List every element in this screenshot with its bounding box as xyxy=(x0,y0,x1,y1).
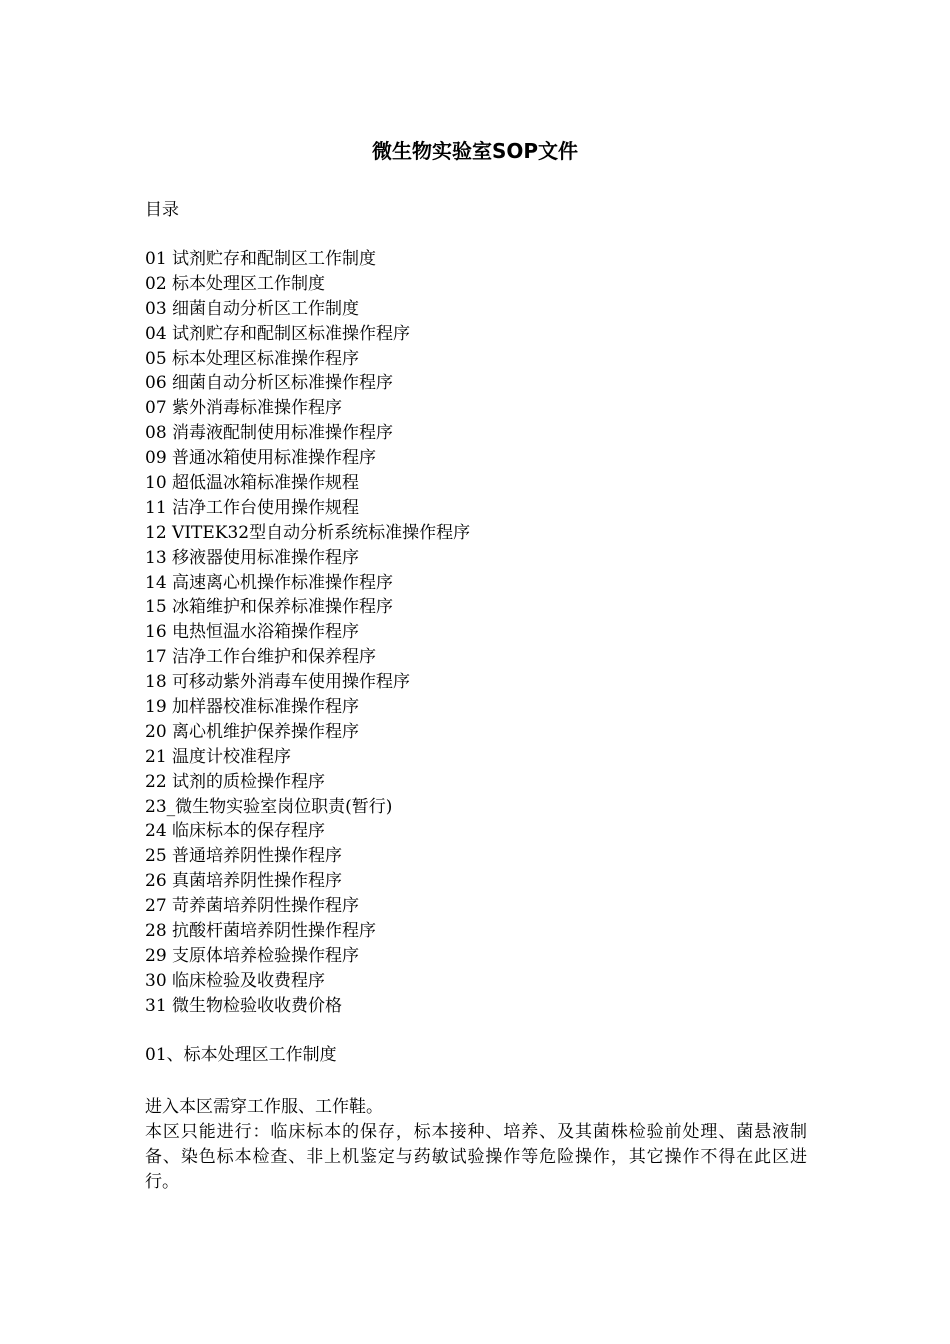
toc-heading: 目录 xyxy=(145,200,179,220)
toc-item: 25 普通培养阴性操作程序 xyxy=(145,846,343,867)
toc-item: 13 移液器使用标准操作程序 xyxy=(145,547,360,568)
toc-item: 18 可移动紫外消毒车使用操作程序 xyxy=(145,672,411,693)
toc-item: 14 高速离心机操作标准操作程序 xyxy=(145,572,394,593)
document-title: 微生物实验室SOP文件 xyxy=(371,139,579,163)
toc-item: 24 临床标本的保存程序 xyxy=(145,821,326,842)
toc-item: 07 紫外消毒标准操作程序 xyxy=(145,398,343,419)
toc-item: 04 试剂贮存和配制区标准操作程序 xyxy=(145,323,411,344)
toc-item: 28 抗酸杆菌培养阴性操作程序 xyxy=(145,921,377,942)
toc-item: 02 标本处理区工作制度 xyxy=(145,273,326,294)
toc-item: 22 试剂的质检操作程序 xyxy=(145,771,326,792)
body-paragraph: 本区只能进行：临床标本的保存，标本接种、培养、及其菌株检验前处理、菌悬液制备、染色标本检查、非上机鉴定与药敏试验操作等危险操作，其它操作不得在此区进行。 xyxy=(145,1122,807,1192)
toc-item: 26 真菌培养阴性操作程序 xyxy=(145,871,343,892)
toc-item: 11 洁净工作台使用操作规程 xyxy=(145,497,360,518)
toc-list xyxy=(145,247,470,1019)
toc-item: 30 临床检验及收费程序 xyxy=(145,970,326,991)
toc-item: 12 VITEK32型自动分析系统标准操作程序 xyxy=(145,522,471,543)
toc-item: 10 超低温冰箱标准操作规程 xyxy=(145,473,360,494)
toc-item: 31 微生物检验收收费价格 xyxy=(145,995,343,1016)
toc-item: 06 细菌自动分析区标准操作程序 xyxy=(145,373,394,394)
toc-item: 20 离心机维护保养操作程序 xyxy=(145,721,360,742)
section-heading: 01、标本处理区工作制度 xyxy=(145,1045,337,1065)
toc-item: 01 试剂贮存和配制区工作制度 xyxy=(145,249,377,269)
toc-item: 19 加样器校准标准操作程序 xyxy=(145,697,360,718)
body-paragraph: 进入本区需穿工作服、工作鞋。 xyxy=(145,1097,383,1117)
toc-item: 03 细菌自动分析区工作制度 xyxy=(145,298,360,319)
toc-item: 09 普通冰箱使用标准操作程序 xyxy=(145,448,377,469)
toc-item: 17 洁净工作台维护和保养程序 xyxy=(145,647,377,668)
toc-item: 05 标本处理区标准操作程序 xyxy=(145,348,360,369)
toc-item: 08 消毒液配制使用标准操作程序 xyxy=(145,423,394,444)
section-body xyxy=(145,1095,807,1195)
toc-item: 23_微生物实验室岗位职责(暂行) xyxy=(145,796,393,817)
toc-item: 27 苛养菌培养阴性操作程序 xyxy=(145,896,360,917)
toc-item: 15 冰箱维护和保养标准操作程序 xyxy=(145,597,394,618)
toc-item: 29 支原体培养检验操作程序 xyxy=(145,945,360,966)
toc-item: 16 电热恒温水浴箱操作程序 xyxy=(145,622,360,643)
toc-item: 21 温度计校准程序 xyxy=(145,746,292,767)
